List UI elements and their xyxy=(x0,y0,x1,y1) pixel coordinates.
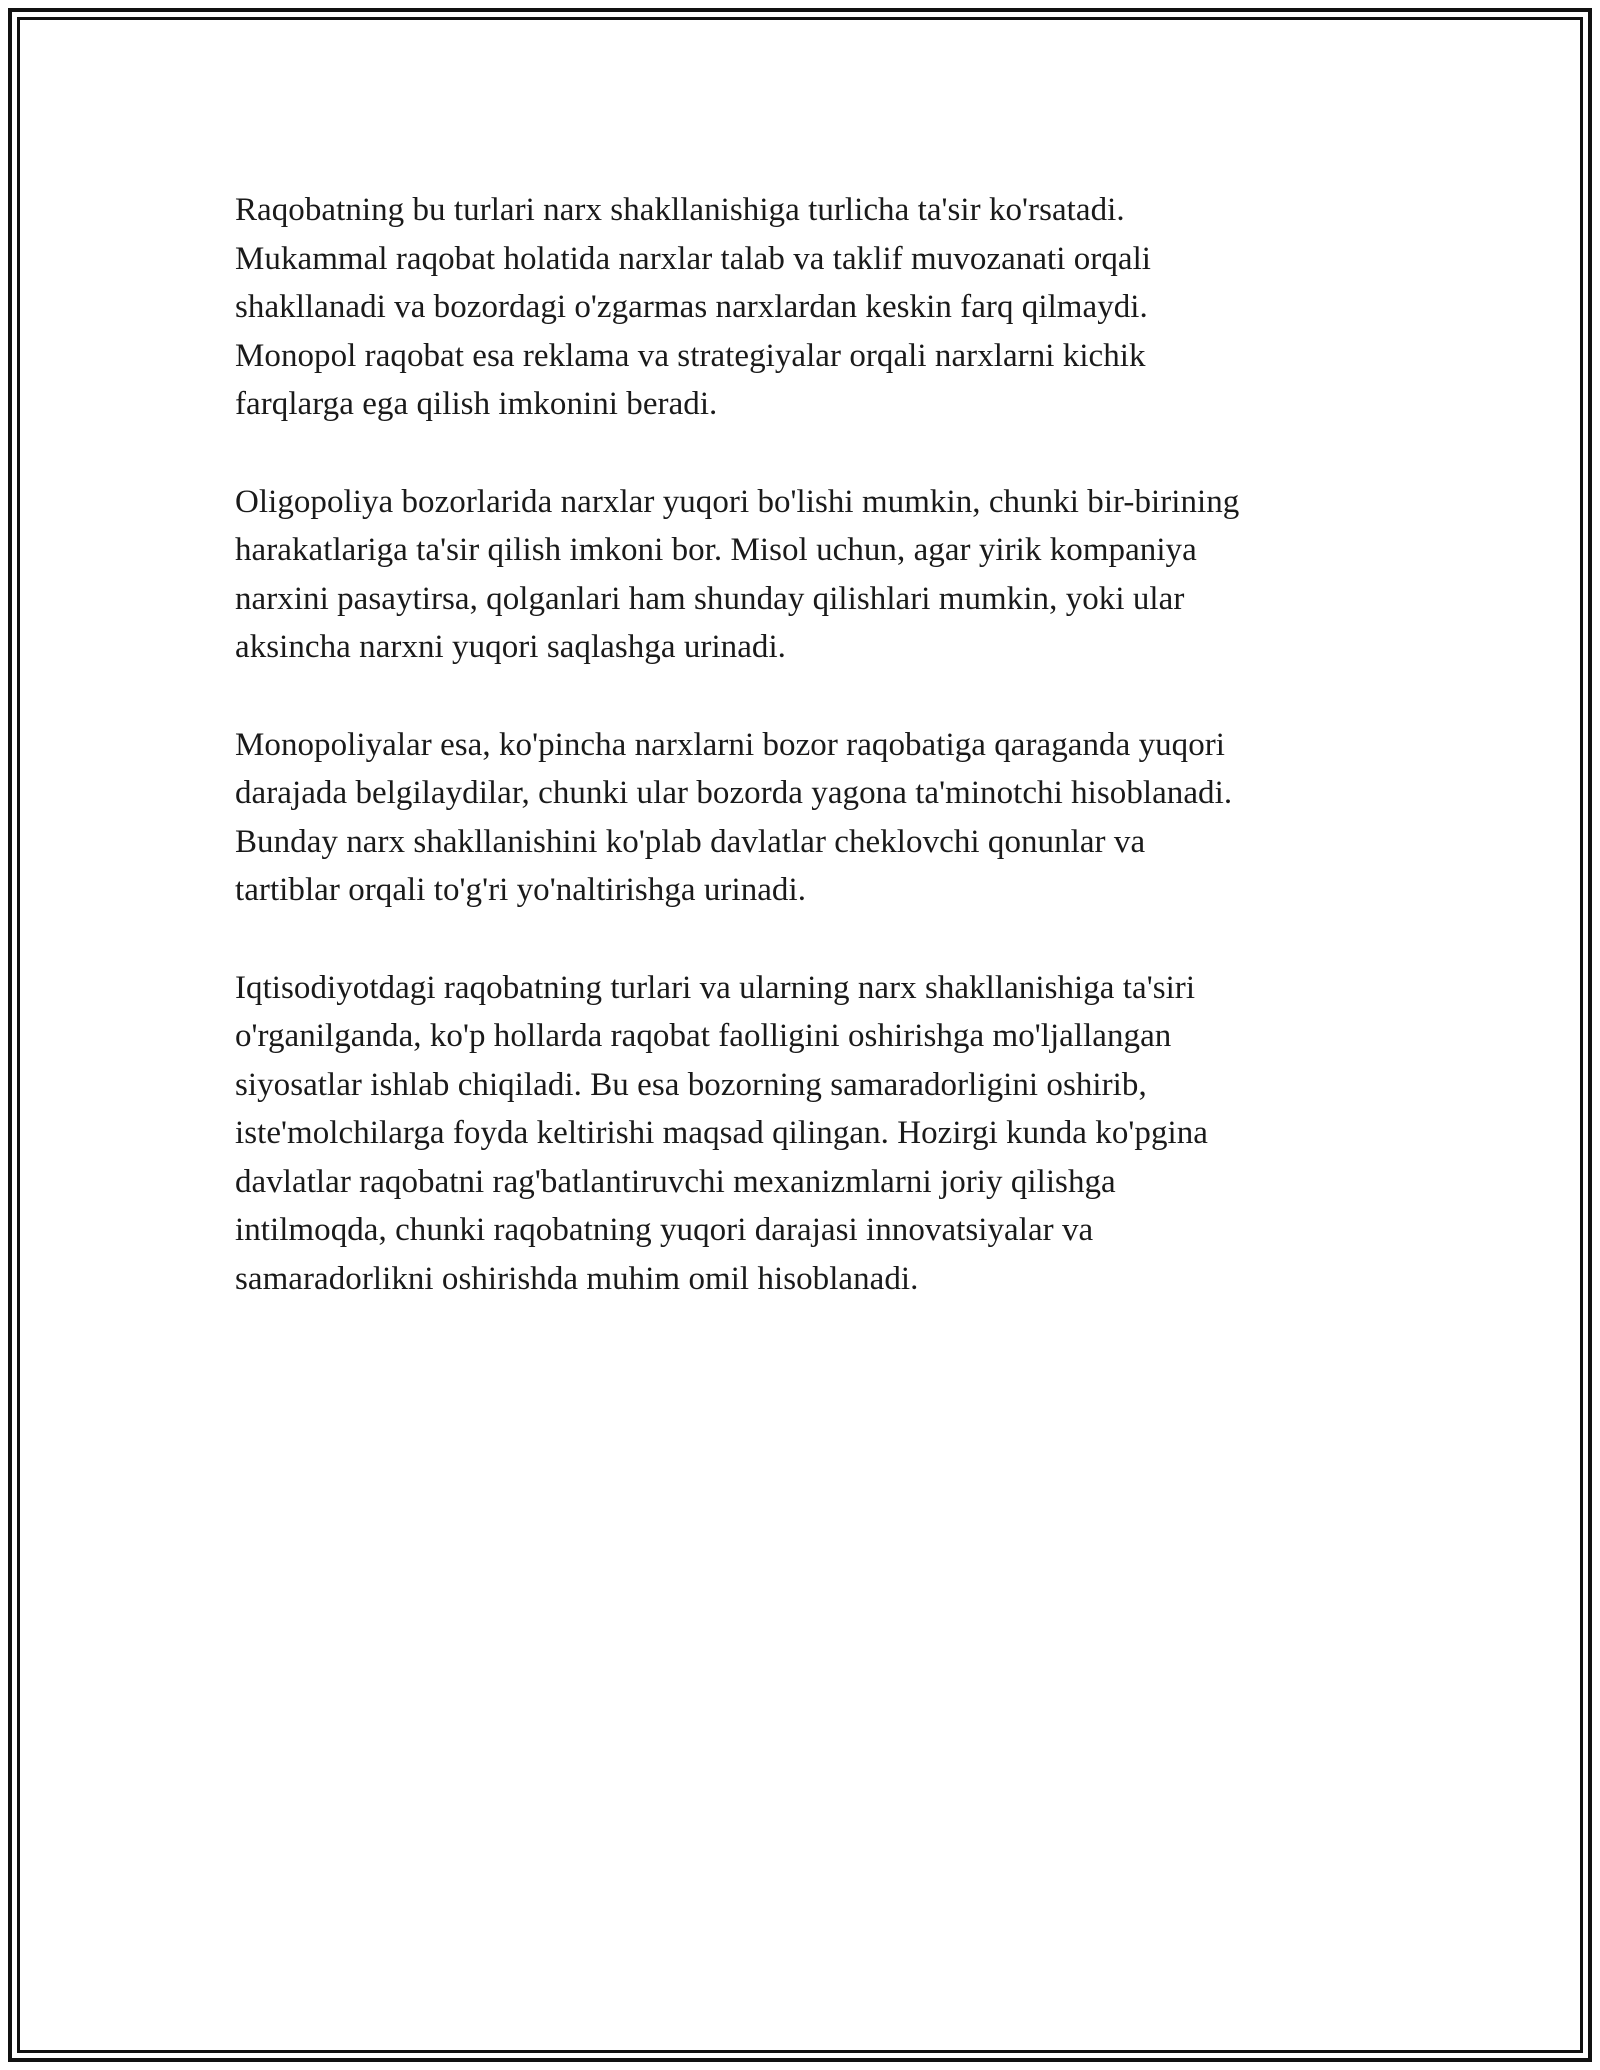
paragraph-4 xyxy=(235,964,1385,1304)
text-line: iste'molchilarga foyda keltirishi maqsad qilingan. Hozirgi kunda ko'pgina xyxy=(235,1115,1208,1152)
text-line: Monopoliyalar esa, ko'pincha narxlarni bozor raqobatiga qaraganda yuqori xyxy=(235,726,1226,763)
text-line: davlatlar raqobatni rag'batlantiruvchi mexanizmlarni joriy qilishga xyxy=(235,1163,1116,1200)
text-line: farqlarga ega qilish imkonini beradi. xyxy=(235,386,718,423)
text-line: Raqobatning bu turlari narx shakllanishiga turlicha ta'sir ko'rsatadi. xyxy=(235,192,1125,228)
text-line: Monopol raqobat esa reklama va strategiyalar orqali narxlarni kichik xyxy=(235,337,1146,374)
text-line: Bunday narx shakllanishini ko'plab davlatlar cheklovchi qonunlar va xyxy=(235,823,1146,860)
text-line: shakllanadi va bozordagi o'zgarmas narxlardan keskin farq qilmaydi. xyxy=(235,289,1148,326)
text-line: samaradorlikni oshirishda muhim omil hisoblanadi. xyxy=(235,1261,919,1298)
paragraph-3 xyxy=(235,721,1385,915)
text-line: siyosatlar ishlab chiqiladi. Bu esa bozorning samaradorligini oshirib, xyxy=(235,1066,1147,1103)
text-line: darajada belgilaydilar, chunki ular bozorda yagona ta'minotchi hisoblanadi. xyxy=(235,775,1233,812)
text-line: narxini pasaytirsa, qolganlari ham shunday qilishlari mumkin, yoki ular xyxy=(235,580,1185,617)
paragraph-2 xyxy=(235,478,1385,672)
text-line: Oligopoliya bozorlarida narxlar yuqori bo'lishi mumkin, chunki bir-birining xyxy=(235,483,1240,520)
text-line: Iqtisodiyotdagi raqobatning turlari va ularning narx shakllanishiga ta'siri xyxy=(235,969,1196,1006)
document-body xyxy=(235,186,1385,1352)
text-line: Mukammal raqobat holatida narxlar talab va taklif muvozanati orqali xyxy=(235,240,1152,277)
text-line: o'rganilganda, ko'p hollarda raqobat faolligini oshirishga mo'ljallangan xyxy=(235,1018,1172,1055)
text-line: intilmoqda, chunki raqobatning yuqori darajasi innovatsiyalar va xyxy=(235,1212,1094,1249)
text-line: tartiblar orqali to'g'ri yo'naltirishga urinadi. xyxy=(235,872,807,909)
text-line: harakatlariga ta'sir qilish imkoni bor. Misol uchun, agar yirik kompaniya xyxy=(235,532,1197,569)
text-line: aksincha narxni yuqori saqlashga urinadi. xyxy=(235,629,786,666)
paragraph-1 xyxy=(235,186,1385,429)
